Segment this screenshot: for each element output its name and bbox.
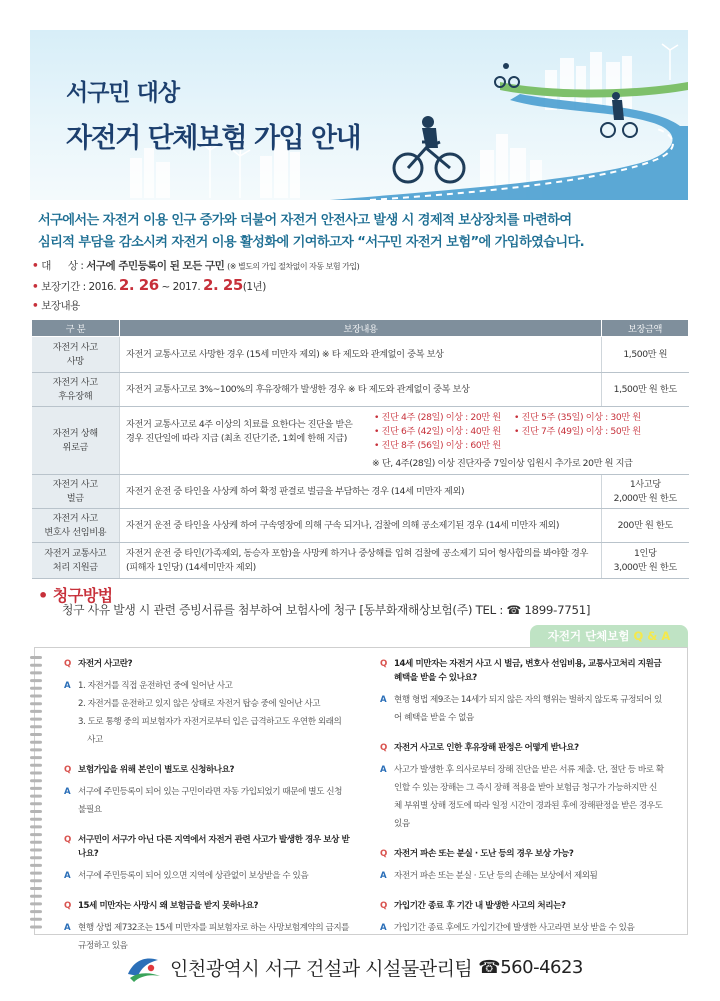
period-separator: ~ 2017. xyxy=(161,281,201,293)
question-mark: Q xyxy=(64,765,71,775)
question-mark: Q xyxy=(380,743,387,753)
notebook-spiral-icon xyxy=(29,652,43,932)
period-suffix: (1년) xyxy=(242,281,266,293)
qa-answer xyxy=(64,867,364,885)
question-text: 자전거 파손 또는 분실 · 도난 등의 경우 보상 가능? xyxy=(394,849,574,859)
diagnosis-item: • 진단 4주 (28일) 이상 : 20만 원 xyxy=(374,412,501,423)
qa-answer xyxy=(380,691,680,727)
question-text: 15세 미만자는 사망시 왜 보험금을 받지 못하나요? xyxy=(78,901,259,911)
diagnosis-item: • 진단 7주 (49일) 이상 : 50만 원 xyxy=(514,426,641,437)
question-mark: Q xyxy=(380,901,387,911)
question-mark: Q xyxy=(64,835,71,845)
table-row xyxy=(32,373,689,407)
answer-text: 1. 자전거를 직접 운전하던 중에 일어난 사고 xyxy=(78,681,233,691)
row-description: 자전거 교통사고로 사망한 경우 (15세 미만자 제외) ※ 타 제도와 관계없이 중복 보상 xyxy=(120,337,602,373)
qa-tab-label: 자전거 단체보험 xyxy=(547,629,630,643)
row-category: 자전거 교통사고 처리 지원금 xyxy=(32,543,120,579)
qa-answer xyxy=(64,783,364,819)
answer-text: 사고가 발생한 후 의사로부터 장해 진단을 받은 서류 제출. 단, 절단 등 바로 확 xyxy=(394,765,664,775)
answer-text: 서구에 주민등록이 되어 있는 구민이라면 자동 가입되었기 때문에 별도 신청 xyxy=(78,787,342,797)
intro-line-2-post: 에 가입하였습니다. xyxy=(478,235,585,250)
table-row xyxy=(32,407,689,475)
question-mark: Q xyxy=(380,849,387,859)
qa-question xyxy=(380,847,680,861)
period-end-date: 2. 25 xyxy=(203,276,243,294)
header-amount: 보장금액 xyxy=(602,320,689,337)
period-label: 보장기간 : xyxy=(41,281,86,293)
qa-item xyxy=(380,741,680,833)
diagnosis-list xyxy=(370,408,658,456)
period-line: • 보장기간 : 2016. 2. 26 ~ 2017. 2. 25(1년) xyxy=(32,276,266,294)
footer-phone: ☎560-4623 xyxy=(478,956,583,978)
qa-item xyxy=(380,657,680,727)
seogu-logo-icon xyxy=(124,950,162,984)
answer-mark: A xyxy=(380,923,387,933)
row-amount: 200만 원 한도 xyxy=(602,509,689,543)
target-value: 서구에 주민등록이 된 모든 구민 xyxy=(86,260,225,272)
consolation-cell xyxy=(120,407,689,475)
row-category: 자전거 사고 벌금 xyxy=(32,475,120,509)
answer-text: 인할 수 있는 장해는 그 즉시 장해 적용을 받아 보험금 청구가 가능하지만 신 xyxy=(394,783,657,793)
page-title: 자전거 단체보험 가입 안내 xyxy=(66,123,361,154)
table-row xyxy=(32,509,689,543)
answer-text: 사고 xyxy=(78,735,103,745)
question-text: 보험가입을 위해 본인이 별도로 신청하나요? xyxy=(78,765,235,775)
row-description: 자전거 교통사고로 4주 이상의 치료를 요한다는 진단을 받은 경우 진단일에 따라 지급 (최초 진단기준, 1회에 한해 지급) xyxy=(126,419,353,444)
qa-question xyxy=(380,657,680,685)
qa-question xyxy=(64,657,364,671)
row-description: 자전거 운전 중 타인을 사상케 하여 확정 판결로 벌금을 부담하는 경우 (14세 미만자 제외) xyxy=(120,475,602,509)
answer-text: 있음 xyxy=(394,819,410,829)
hospitalization-note: ※ 단, 4주(28일) 이상 진단자중 7일이상 입원시 추가로 20만 원 지급 xyxy=(372,458,633,469)
qa-item xyxy=(64,657,364,749)
answer-text: 서구에 주민등록이 되어 있으면 지역에 상관없이 보상받을 수 있음 xyxy=(78,871,309,881)
target-note: (※ 별도의 가입 절차없이 자동 보험 가입) xyxy=(227,262,360,271)
header-coverage: 보장내용 xyxy=(120,320,602,337)
qa-tab-accent: Q & A xyxy=(633,629,671,643)
city-cyclist-illustration xyxy=(30,30,688,200)
answer-mark: A xyxy=(64,681,71,691)
answer-text: 규정하고 있음 xyxy=(78,941,128,951)
qa-tab xyxy=(530,625,688,647)
question-text: 자전거 사고로 인한 후유장해 판정은 어떻게 받나요? xyxy=(394,743,579,753)
row-category: 자전거 사고 후유장해 xyxy=(32,373,120,407)
question-mark: Q xyxy=(380,659,387,669)
intro-line-2-pre: 심리적 부담을 감소시켜 자전거 이용 활성화에 기여하고자 xyxy=(38,235,354,250)
row-description: 자전거 운전 중 타인(가족제외, 동승자 포함)을 사망케 하거나 중상해를 입혀 검찰에 공소제기 되어 형사합의를 봐야할 경우 (피해자 1인당) (14세미만자 제외) xyxy=(120,543,602,579)
footer-organization: 인천광역시 서구 건설과 시설물관리팀 xyxy=(170,957,473,980)
row-category: 자전거 사고 변호사 선임비용 xyxy=(32,509,120,543)
row-description: 자전거 교통사고로 3%~100%의 후유장해가 발생한 경우 ※ 타 제도와 관계없이 중복 보상 xyxy=(120,373,602,407)
answer-text: 현행 형법 제9조는 14세가 되지 않은 자의 행위는 벌하지 않도록 규정되어 있 xyxy=(394,695,662,705)
qa-item xyxy=(64,833,364,885)
answer-mark: A xyxy=(380,765,387,775)
qa-question xyxy=(64,763,364,777)
qa-question xyxy=(380,741,680,755)
qa-answer xyxy=(380,761,680,833)
period-start-date: 2. 26 xyxy=(118,276,159,294)
qa-answer xyxy=(380,919,680,937)
intro-line-2 xyxy=(38,232,688,254)
qa-answer xyxy=(380,867,680,885)
row-category: 자전거 사고 사망 xyxy=(32,337,120,373)
qa-answer xyxy=(64,677,364,749)
answer-text: 불필요 xyxy=(78,805,102,815)
question-text: 나요? xyxy=(78,849,99,859)
qa-question xyxy=(380,899,680,913)
intro-paragraph xyxy=(38,210,688,254)
answer-mark: A xyxy=(380,695,387,705)
diagnosis-item: • 진단 8주 (56일) 이상 : 60만 원 xyxy=(374,440,501,451)
question-mark: Q xyxy=(64,901,71,911)
diagnosis-item: • 진단 5주 (35일) 이상 : 30만 원 xyxy=(514,412,641,423)
qa-left-column xyxy=(64,657,364,969)
qa-right-column xyxy=(380,657,680,951)
qa-question xyxy=(64,833,364,861)
row-amount: 1,500만 원 한도 xyxy=(602,373,689,407)
answer-text: 가입기간 종료 후에도 가입기간에 발생한 사고라면 보상 받을 수 있음 xyxy=(394,923,635,933)
answer-mark: A xyxy=(64,923,71,933)
answer-text: 자전거 파손 또는 분실 · 도난 등의 손해는 보상에서 제외됨 xyxy=(394,871,598,881)
banner-subtitle: 서구민 대상 xyxy=(66,80,180,106)
row-amount: 1인당 3,000만 원 한도 xyxy=(602,543,689,579)
footer xyxy=(124,947,583,987)
table-row xyxy=(32,337,689,373)
row-amount: 1사고당 2,000만 원 한도 xyxy=(602,475,689,509)
qa-question xyxy=(64,899,364,913)
table-row xyxy=(32,543,689,579)
coverage-label-line: • 보장내용 xyxy=(32,300,80,312)
answer-text: 현행 상법 제732조는 15세 미만자를 피보험자로 하는 사망보험계약의 금지를 xyxy=(78,923,350,933)
qa-item xyxy=(380,847,680,885)
insurance-name: “서구민 자전거 보험” xyxy=(357,235,479,250)
question-text: 자전거 사고란? xyxy=(78,659,133,669)
answer-text: 어 혜택을 받을 수 없음 xyxy=(394,713,474,723)
question-mark: Q xyxy=(64,659,71,669)
coverage-label: 보장내용 xyxy=(41,300,80,312)
question-text: 혜택을 받을 수 있나요? xyxy=(394,673,477,683)
answer-mark: A xyxy=(64,787,71,797)
claim-text: 청구 사유 발생 시 관련 증빙서류를 첨부하여 보험사에 청구 [동부화재해상보험(주) TEL : ☎ 1899-7751] xyxy=(62,603,591,617)
target-line: • 대 상 : 서구에 주민등록이 된 모든 구민 (※ 별도의 가입 절차없이 자동 보험 가입) xyxy=(32,260,360,272)
period-start-year: 2016. xyxy=(88,281,117,293)
row-category: 자전거 상해 위로금 xyxy=(32,407,120,475)
qa-item xyxy=(380,899,680,937)
answer-text: 2. 자전거를 운전하고 있지 않은 상태로 자전거 탑승 중에 일어난 사고 xyxy=(78,699,321,709)
answer-text: 3. 도로 통행 중의 피보험자가 자전거로부터 입은 급격하고도 우연한 외래의 xyxy=(78,717,342,727)
question-text: 가입기간 종료 후 기간 내 발생한 사고의 처리는? xyxy=(394,901,566,911)
header-banner xyxy=(30,30,688,200)
coverage-table xyxy=(31,319,689,579)
question-text: 서구민이 서구가 아닌 다른 지역에서 자전거 관련 사고가 발생한 경우 보상 받 xyxy=(78,835,350,845)
diagnosis-item: • 진단 6주 (42일) 이상 : 40만 원 xyxy=(374,426,501,437)
claim-title: • 청구방법 xyxy=(38,586,113,605)
target-label: 대 상 : xyxy=(41,260,84,272)
intro-line-1: 서구에서는 자전거 이용 인구 증가와 더불어 자전거 안전사고 발생 시 경제적 보상장치를 마련하여 xyxy=(38,213,572,228)
qa-item xyxy=(64,763,364,819)
row-description: 자전거 운전 중 타인을 사상케 하여 구속영장에 의해 구속 되거나, 검찰에 의해 공소제기된 경우 (14세 미만자 제외) xyxy=(120,509,602,543)
question-text: 14세 미만자는 자전거 사고 시 벌금, 변호사 선임비용, 교통사고처리 지원금 xyxy=(394,659,662,669)
table-header-row xyxy=(32,320,689,337)
answer-text: 체 부위별 상해 정도에 따라 일정 시간이 경과된 후에 장해판정을 받은 경우도 xyxy=(394,801,663,811)
answer-mark: A xyxy=(380,871,387,881)
answer-mark: A xyxy=(64,871,71,881)
row-amount: 1,500만 원 xyxy=(602,337,689,373)
table-row xyxy=(32,475,689,509)
header-category: 구 분 xyxy=(32,320,120,337)
